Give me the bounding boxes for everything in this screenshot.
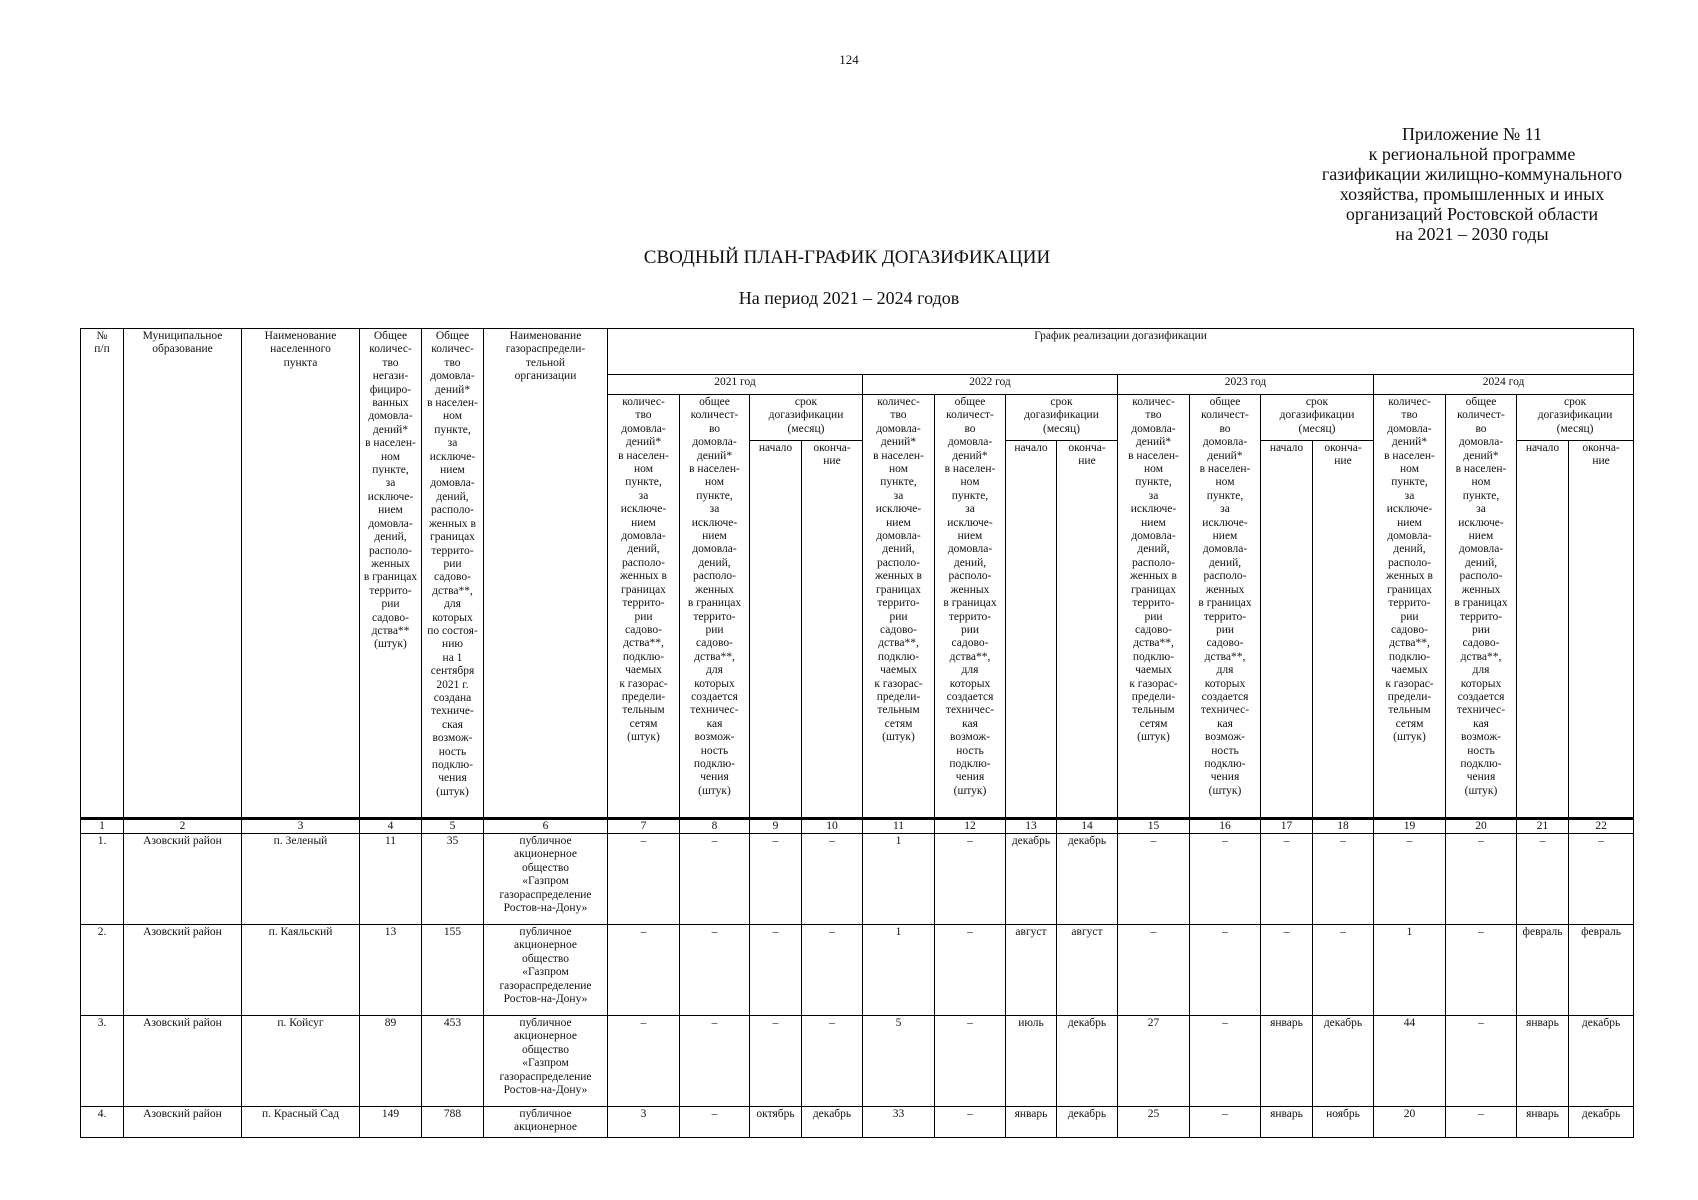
column-number: 5 [422,819,484,834]
header-term: срок догазификации (месяц) [750,395,863,441]
municipality-cell: Азовский район [124,834,242,925]
end-month-cell: – [1313,925,1374,1016]
end-month-cell: август [1057,925,1118,1016]
start-month-cell: февраль [1517,925,1569,1016]
header-settlement: Наименование населенного пункта [242,329,360,819]
capability-count-cell: – [1190,1016,1261,1107]
end-month-cell: декабрь [1313,1016,1374,1107]
column-number: 8 [680,819,750,834]
column-number: 16 [1190,819,1261,834]
header-end: оконча- ние [1569,441,1634,819]
column-number: 14 [1057,819,1118,834]
settlement-cell: п. Красный Сад [242,1107,360,1138]
annex-block [1262,124,1682,244]
header-count-capability: общее количест- во домовла- дений* в населен- ном пункте, за исключе- нием домовла- дений, располо- женных в границах террито- рии садово- дства**, для которых создается техничес- кая возмож- ность подклю- чения (штук) [680,395,750,819]
capability-count-cell: – [935,925,1006,1016]
column-number: 2 [124,819,242,834]
header-count-capability: общее количест- во домовла- дений* в населен- ном пункте, за исключе- нием домовла- дений, располо- женных в границах террито- рии садово- дства**, для которых создается техничес- кая возмож- ность подклю- чения (штук) [1446,395,1517,819]
column-number: 10 [802,819,863,834]
annex-line: организаций Ростовской области [1345,204,1599,224]
start-month-cell: – [1517,834,1569,925]
total-cell: 149 [360,1107,422,1138]
start-month-cell: январь [1517,1016,1569,1107]
start-month-cell: – [750,834,802,925]
header-total-ungasified: Общее количес- тво негази- фициро- ванных домовла- дений* в населен- ном пункте, за исключе- нием домовла- дений, располо- женных в границах террито- рии садово- дства** (штук) [360,329,422,819]
settlement-cell: п. Зеленый [242,834,360,925]
capability-cell: 155 [422,925,484,1016]
column-number: 9 [750,819,802,834]
total-cell: 11 [360,834,422,925]
connected-count-cell: 3 [608,1107,680,1138]
header-count-connected: количес- тво домовла- дений* в населен- ном пункте, за исключе- нием домовла- дений, располо- женных в границах террито- рии садово- дства**, подклю- чаемых к газорас- предели- тельным сетям (штук) [1374,395,1446,819]
capability-count-cell: – [680,1107,750,1138]
capability-count-cell: – [680,1016,750,1107]
column-number: 20 [1446,819,1517,834]
header-term: срок догазификации (месяц) [1006,395,1118,441]
end-month-cell: декабрь [1057,1016,1118,1107]
municipality-cell: Азовский район [124,1016,242,1107]
capability-count-cell: – [1446,1016,1517,1107]
start-month-cell: декабрь [1006,834,1057,925]
row-num: 3. [81,1016,124,1107]
end-month-cell: – [1313,834,1374,925]
header-year-2021: 2021 год [608,375,863,395]
end-month-cell: декабрь [1057,1107,1118,1138]
table-row [81,834,1634,925]
connected-count-cell: 1 [863,925,935,1016]
header-start: начало [750,441,802,819]
column-number: 7 [608,819,680,834]
capability-count-cell: – [935,1016,1006,1107]
start-month-cell: январь [1261,1107,1313,1138]
column-number: 15 [1118,819,1190,834]
end-month-cell: – [802,1016,863,1107]
connected-count-cell: – [608,1016,680,1107]
table-row [81,1016,1634,1107]
gas-org-cell: публичное акционерное общество «Газпром газораспределение Ростов-на-Дону» [484,834,608,925]
total-cell: 89 [360,1016,422,1107]
start-month-cell: – [1261,925,1313,1016]
header-municipality: Муниципальное образование [124,329,242,819]
capability-count-cell: – [935,1107,1006,1138]
connected-count-cell: – [1374,834,1446,925]
capability-count-cell: – [1446,834,1517,925]
header-year-2023: 2023 год [1118,375,1374,395]
column-number: 13 [1006,819,1057,834]
end-month-cell: февраль [1569,925,1634,1016]
document-period: На период 2021 – 2024 годов [738,288,960,308]
end-month-cell: декабрь [802,1107,863,1138]
column-number: 21 [1517,819,1569,834]
column-number: 12 [935,819,1006,834]
end-month-cell: декабрь [1057,834,1118,925]
capability-cell: 453 [422,1016,484,1107]
column-number-row [81,819,1634,834]
column-number: 11 [863,819,935,834]
municipality-cell: Азовский район [124,925,242,1016]
gas-org-cell: публичное акционерное общество «Газпром газораспределение Ростов-на-Дону» [484,1016,608,1107]
start-month-cell: январь [1006,1107,1057,1138]
header-count-connected: количес- тво домовла- дений* в населен- ном пункте, за исключе- нием домовла- дений, располо- женных в границах террито- рии садово- дства**, подклю- чаемых к газорас- предели- тельным сетям (штук) [863,395,935,819]
header-count-capability: общее количест- во домовла- дений* в населен- ном пункте, за исключе- нием домовла- дений, располо- женных в границах террито- рии садово- дства**, для которых создается техничес- кая возмож- ность подклю- чения (штук) [935,395,1006,819]
start-month-cell: январь [1261,1016,1313,1107]
connected-count-cell: 1 [863,834,935,925]
column-number: 18 [1313,819,1374,834]
end-month-cell: – [802,925,863,1016]
header-end: оконча- ние [1057,441,1118,819]
capability-count-cell: – [1190,1107,1261,1138]
capability-count-cell: – [1190,834,1261,925]
column-number: 22 [1569,819,1634,834]
column-number: 19 [1374,819,1446,834]
connected-count-cell: 27 [1118,1016,1190,1107]
plan-table [80,328,1634,1138]
header-end: оконча- ние [1313,441,1374,819]
capability-count-cell: – [1446,925,1517,1016]
end-month-cell: – [1569,834,1634,925]
row-num: 4. [81,1107,124,1138]
document-title: СВОДНЫЙ ПЛАН-ГРАФИК ДОГАЗИФИКАЦИИ [643,247,1051,268]
header-total-capability: Общее количес- тво домовла- дений* в населен- ном пункте, за исключе- нием домовла- дений, располо- женных в границах террито- рии садово- дства**, для которых по состоя- нию на 1 сентября 2021 г. создана техниче- ская возмож- ность подклю- чения (штук) [422,329,484,819]
annex-line: газификации жилищно-коммунального [1321,164,1623,184]
municipality-cell: Азовский район [124,1107,242,1138]
row-num: 1. [81,834,124,925]
column-number: 4 [360,819,422,834]
connected-count-cell: 1 [1374,925,1446,1016]
connected-count-cell: 33 [863,1107,935,1138]
gas-org-cell: публичное акционерное [484,1107,608,1138]
end-month-cell: декабрь [1569,1107,1634,1138]
start-month-cell: август [1006,925,1057,1016]
start-month-cell: январь [1517,1107,1569,1138]
connected-count-cell: – [1118,925,1190,1016]
gas-org-cell: публичное акционерное общество «Газпром газораспределение Ростов-на-Дону» [484,925,608,1016]
connected-count-cell: 44 [1374,1016,1446,1107]
start-month-cell: октябрь [750,1107,802,1138]
capability-count-cell: – [1446,1107,1517,1138]
row-num: 2. [81,925,124,1016]
connected-count-cell: 5 [863,1016,935,1107]
annex-line: к региональной программе [1368,144,1576,164]
connected-count-cell: – [608,925,680,1016]
header-start: начало [1261,441,1313,819]
settlement-cell: п. Каяльский [242,925,360,1016]
header-start: начало [1517,441,1569,819]
plan-table-body [81,819,1634,1138]
header-schedule: График реализации догазификации [608,329,1634,375]
start-month-cell: июль [1006,1016,1057,1107]
annex-line: на 2021 – 2030 годы [1395,224,1549,244]
column-number: 17 [1261,819,1313,834]
start-month-cell: – [1261,834,1313,925]
capability-count-cell: – [680,834,750,925]
header-count-connected: количес- тво домовла- дений* в населен- ном пункте, за исключе- нием домовла- дений, располо- женных в границах террито- рии садово- дства**, подклю- чаемых к газорас- предели- тельным сетям (штук) [1118,395,1190,819]
header-year-2022: 2022 год [863,375,1118,395]
capability-cell: 35 [422,834,484,925]
column-number: 3 [242,819,360,834]
column-number: 6 [484,819,608,834]
column-number: 1 [81,819,124,834]
header-num: № п/п [81,329,124,819]
end-month-cell: ноябрь [1313,1107,1374,1138]
annex-line: хозяйства, промышленных и иных [1339,184,1605,204]
capability-count-cell: – [1190,925,1261,1016]
page-number: 124 [839,52,859,67]
connected-count-cell: 20 [1374,1107,1446,1138]
annex-line: Приложение № 11 [1401,124,1543,144]
header-end: оконча- ние [802,441,863,819]
total-cell: 13 [360,925,422,1016]
table-row [81,925,1634,1016]
end-month-cell: декабрь [1569,1016,1634,1107]
header-start: начало [1006,441,1057,819]
capability-cell: 788 [422,1107,484,1138]
header-gas-org: Наименование газораспредели- тельной организации [484,329,608,819]
capability-count-cell: – [935,834,1006,925]
header-term: срок догазификации (месяц) [1261,395,1374,441]
header-count-connected: количес- тво домовла- дений* в населен- ном пункте, за исключе- нием домовла- дений, располо- женных в границах террито- рии садово- дства**, подклю- чаемых к газорас- предели- тельным сетям (штук) [608,395,680,819]
end-month-cell: – [802,834,863,925]
start-month-cell: – [750,1016,802,1107]
header-term: срок догазификации (месяц) [1517,395,1634,441]
settlement-cell: п. Койсуг [242,1016,360,1107]
header-year-2024: 2024 год [1374,375,1634,395]
table-row [81,1107,1634,1138]
connected-count-cell: 25 [1118,1107,1190,1138]
connected-count-cell: – [608,834,680,925]
start-month-cell: – [750,925,802,1016]
header-count-capability: общее количест- во домовла- дений* в населен- ном пункте, за исключе- нием домовла- дений, располо- женных в границах террито- рии садово- дства**, для которых создается техничес- кая возмож- ность подклю- чения (штук) [1190,395,1261,819]
connected-count-cell: – [1118,834,1190,925]
capability-count-cell: – [680,925,750,1016]
